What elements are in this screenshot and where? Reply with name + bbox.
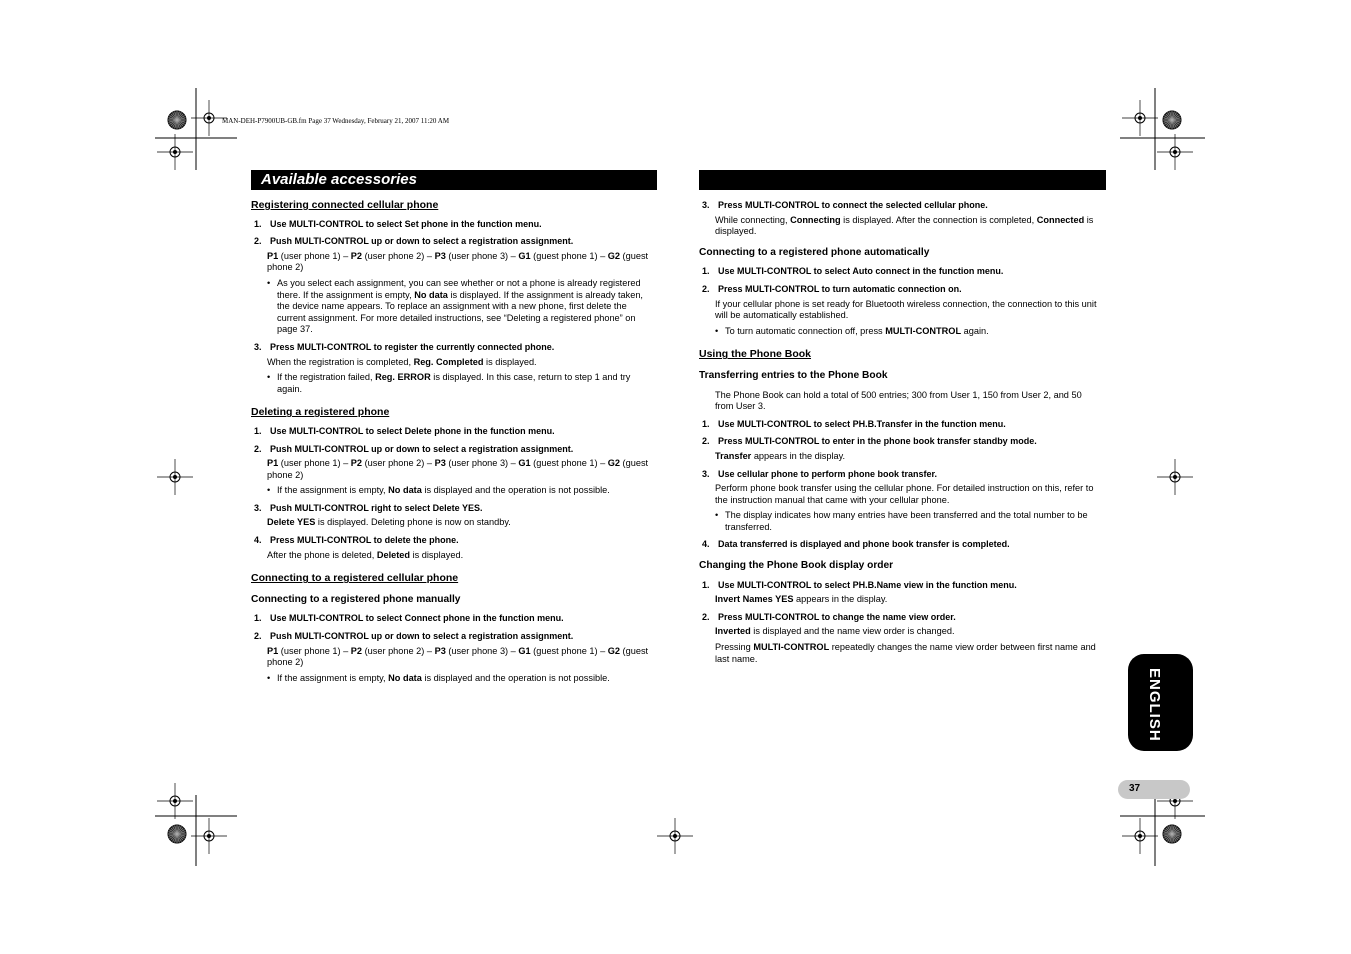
title-bar-right — [699, 170, 1106, 190]
star-target-icon — [1163, 111, 1181, 129]
file-info: MAN-DEH-P7900UB-GB.fm Page 37 Wednesday, February 21, 2007 11:20 AM — [222, 117, 450, 125]
page-number-badge — [1118, 780, 1190, 799]
step: 4. Data transferred is displayed and phone book transfer is completed. — [702, 539, 1010, 550]
registration-target-icon — [657, 818, 693, 854]
bullet: • If the registration failed, Reg. ERROR is displayed. In this case, return to step 1 and try again. — [267, 372, 631, 394]
star-target-icon — [168, 825, 186, 843]
heading-phone-book: Using the Phone Book — [699, 348, 812, 361]
paragraph: Perform phone book transfer using the cellular phone. For detailed instruction on this, refer to the instruction manual that came with your cellular phone. — [715, 483, 1094, 505]
paragraph: The Phone Book can hold a total of 500 entries; 300 from User 1, 150 from User 2, and 50 from User 3. — [715, 389, 1082, 412]
step: 2. Press MULTI-CONTROL to enter in the phone book transfer standby mode. — [702, 436, 1037, 447]
bullet: • As you select each assignment, you can see whether or not a phone is already registered there. If the assignment is empty, No data is displayed. If the assignment is already taken, the device name appears. To replace an assignment with a new phone, first delete the current assignment. For more detailed instructions, see “Deleting a registered phone” on page 37. — [267, 277, 643, 335]
registration-target-icon — [157, 783, 193, 819]
right-column — [699, 194, 1099, 669]
registration-target-icon — [157, 459, 193, 495]
bullet: • If the assignment is empty, No data is displayed and the operation is not possible. — [267, 485, 610, 496]
registration-target-icon — [157, 134, 193, 170]
paragraph: Transfer appears in the display. — [715, 450, 846, 461]
step: 1. Use MULTI-CONTROL to select PH.B.Transfer in the function menu. — [702, 418, 1006, 429]
language-tab-label: ENGLISH — [1146, 668, 1163, 742]
step: 1. Use MULTI-CONTROL to select Auto connect in the function menu. — [702, 266, 1004, 277]
registration-target-icon — [1122, 100, 1158, 136]
bullet: • The display indicates how many entries have been transferred and the total number to be transferred. — [715, 510, 1088, 532]
registration-target-icon — [1157, 134, 1193, 170]
step: 2. Push MULTI-CONTROL up or down to select a registration assignment. — [254, 443, 574, 454]
subheading-manual: Connecting to a registered phone manually — [251, 593, 461, 605]
step: 2. Push MULTI-CONTROL up or down to select a registration assignment. — [254, 236, 574, 247]
step: 1. Use MULTI-CONTROL to select PH.B.Name view in the function menu. — [702, 579, 1017, 590]
assignment-list: P1 (user phone 1) – P2 (user phone 2) – P3 (user phone 3) – G1 (guest phone 1) – G2 (guest phone 2) — [267, 250, 649, 273]
step: 3. Use cellular phone to perform phone book transfer. — [702, 468, 938, 479]
step: 3. Press MULTI-CONTROL to register the currently connected phone. — [254, 341, 555, 352]
paragraph: Delete YES is displayed. Deleting phone is now on standby. — [267, 517, 511, 528]
step: 1. Use MULTI-CONTROL to select Set phone in the function menu. — [254, 218, 542, 229]
step: 1. Use MULTI-CONTROL to select Connect phone in the function menu. — [254, 613, 564, 624]
left-column — [251, 200, 651, 688]
page-number: 37 — [1129, 783, 1141, 794]
step: 3. Push MULTI-CONTROL right to select Delete YES. — [254, 502, 483, 513]
step: 4. Press MULTI-CONTROL to delete the phone. — [254, 535, 459, 546]
paragraph: If your cellular phone is set ready for Bluetooth wireless connection, the connection to this unit will be automatically established. — [715, 298, 1097, 321]
subheading-auto: Connecting to a registered phone automatically — [699, 246, 930, 258]
heading-deleting: Deleting a registered phone — [251, 406, 390, 419]
page-title: Available accessories — [261, 171, 417, 188]
subheading-transfer: Transferring entries to the Phone Book — [699, 369, 888, 381]
step: 2. Push MULTI-CONTROL up or down to select a registration assignment. — [254, 631, 574, 642]
paragraph: Inverted is displayed and the name view order is changed. — [715, 626, 955, 637]
paragraph: After the phone is deleted, Deleted is displayed. — [267, 549, 464, 560]
paragraph: When the registration is completed, Reg. Completed is displayed. — [267, 356, 537, 367]
bullet: • To turn automatic connection off, press MULTI-CONTROL again. — [715, 325, 989, 336]
paragraph: Pressing MULTI-CONTROL repeatedly changes the name view order between first name and last name. — [715, 642, 1096, 664]
assignment-list: P1 (user phone 1) – P2 (user phone 2) – P3 (user phone 3) – G1 (guest phone 1) – G2 (guest phone 2) — [267, 645, 649, 668]
bullet: • If the assignment is empty, No data is displayed and the operation is not possible. — [267, 672, 610, 683]
language-tab — [1128, 654, 1193, 751]
heading-connecting: Connecting to a registered cellular phone — [251, 572, 459, 585]
section-title-bar — [251, 170, 657, 190]
heading-registering: Registering connected cellular phone — [251, 199, 439, 211]
registration-target-icon — [1122, 818, 1158, 854]
subheading-order: Changing the Phone Book display order — [699, 560, 894, 572]
assignment-list: P1 (user phone 1) – P2 (user phone 2) – P3 (user phone 3) – G1 (guest phone 1) – G2 (guest phone 2) — [267, 458, 649, 480]
star-target-icon — [168, 111, 186, 129]
paragraph: Invert Names YES appears in the display. — [715, 594, 888, 605]
paragraph: While connecting, Connecting is displayed. After the connection is completed, Connected is displayed. — [715, 214, 1094, 237]
step: 2. Press MULTI-CONTROL to turn automatic connection on. — [702, 283, 962, 294]
step: 2. Press MULTI-CONTROL to change the name view order. — [702, 611, 956, 622]
registration-target-icon — [1157, 459, 1193, 495]
step: 3. Press MULTI-CONTROL to connect the selected cellular phone. — [702, 200, 988, 210]
step: 1. Use MULTI-CONTROL to select Delete phone in the function menu. — [254, 425, 555, 436]
star-target-icon — [1163, 825, 1181, 843]
